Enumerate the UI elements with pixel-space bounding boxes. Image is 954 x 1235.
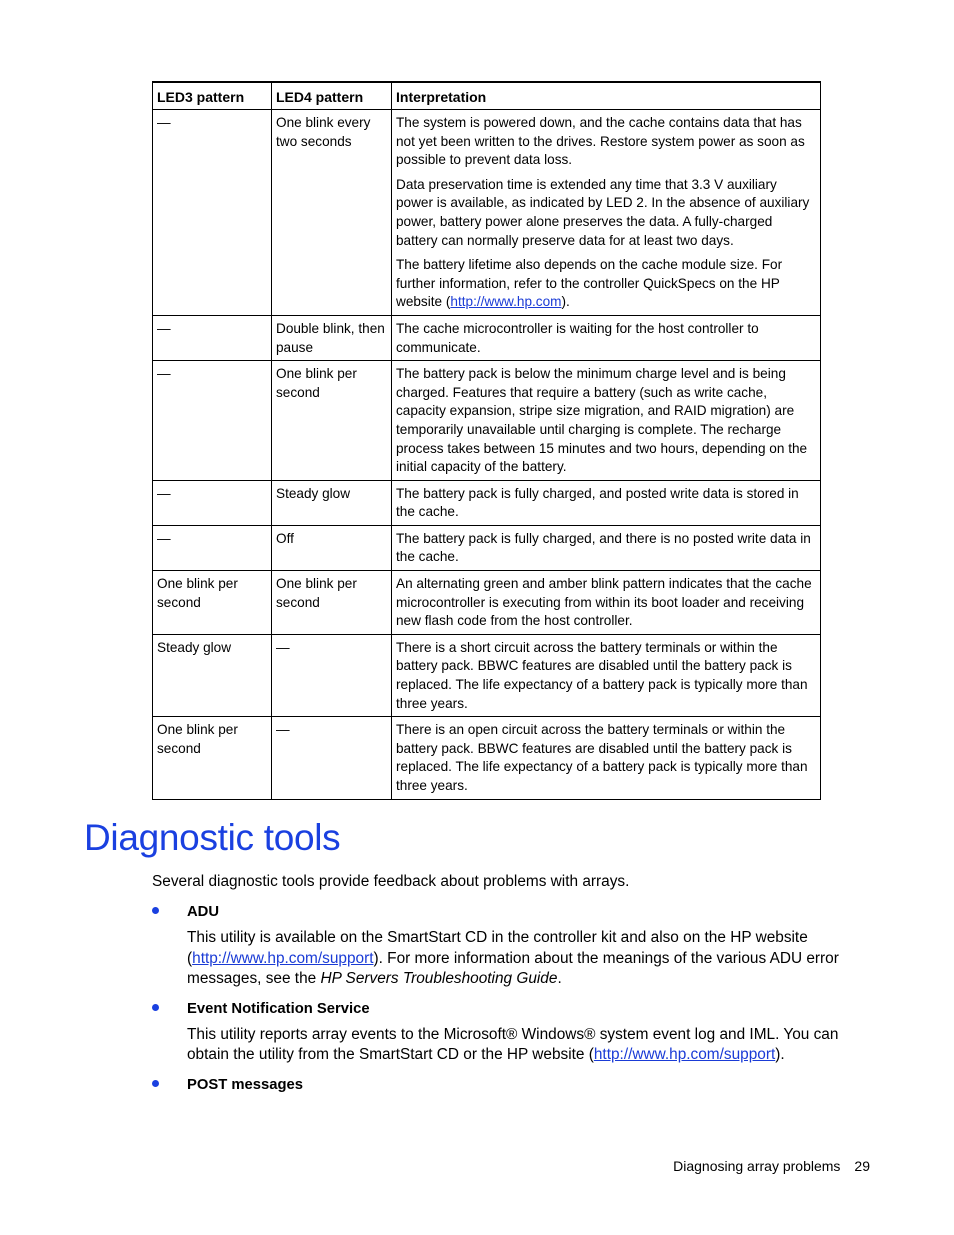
text-span: ). (775, 1046, 785, 1063)
text-span: This utility reports array events to the Microsoft® Windows® system event log and IML. You can obtain the utility from the SmartStart CD or the HP website ( (187, 1025, 839, 1063)
header-led4: LED4 pattern (272, 82, 392, 110)
led-pattern-table (152, 81, 821, 800)
page-number: 29 (854, 1158, 870, 1174)
interpretation-cell: The battery pack is fully charged, and posted write data is stored in the cache. (392, 480, 821, 525)
led3-cell: One blink per second (153, 571, 272, 635)
tool-description (187, 1025, 872, 1066)
tool-title: ADU (187, 904, 220, 920)
tool-description (187, 928, 872, 990)
text-span: ). (561, 294, 570, 310)
text-span: The battery lifetime also depends on the cache module size. For further information, refer to the controller QuickSpecs on the HP website ( (396, 257, 783, 310)
led3-cell: — (153, 525, 272, 570)
led3-cell: — (153, 110, 272, 316)
interpretation-paragraph (396, 256, 815, 312)
table-row (153, 717, 821, 799)
interpretation-cell: The battery pack is below the minimum charge level and is being charged. Features that require a battery (such as write cache, capacity expansion, stripe size migration, and RAID migration) are temporarily unavailable until charging is complete. The recharge process takes between 15 minutes and two hours, depending on the initial capacity of the battery. (392, 361, 821, 481)
led4-cell: Double blink, then pause (272, 315, 392, 360)
interpretation-paragraph: The system is powered down, and the cache contains data that has not yet been written to the drives. Restore system power as soon as possible to prevent data loss. (396, 115, 805, 168)
hp-website-link[interactable]: http://www.hp.com (450, 294, 562, 310)
table-row (153, 361, 821, 481)
led4-cell: — (272, 634, 392, 716)
led4-cell: Steady glow (272, 480, 392, 525)
header-led3: LED3 pattern (153, 82, 272, 110)
hp-support-link[interactable]: http://www.hp.com/support (593, 1046, 776, 1063)
led3-cell: — (153, 361, 272, 481)
interpretation-cell: The cache microcontroller is waiting for the host controller to communicate. (392, 315, 821, 360)
diagnostic-tools-list (152, 902, 872, 1104)
led3-cell: — (153, 315, 272, 360)
bullet-icon (152, 907, 159, 914)
led4-cell: One blink every two seconds (272, 110, 392, 316)
table-row (153, 525, 821, 570)
section-title: Diagnostic tools (84, 817, 341, 858)
table-row (153, 480, 821, 525)
led3-cell: One blink per second (153, 717, 272, 799)
interpretation-cell: There is an open circuit across the battery terminals or within the battery pack. BBWC features are disabled until the battery pack is replaced. The life expectancy of a battery pack is typically more than three years. (392, 717, 821, 799)
footer-section: Diagnosing array problems (673, 1158, 841, 1174)
text-span: This utility is available on the SmartStart CD in the controller kit and also on the HP website ( (187, 929, 808, 967)
tool-title: POST messages (187, 1076, 303, 1093)
bullet-icon (152, 1080, 159, 1087)
list-item (152, 1075, 872, 1095)
table-header-row (153, 82, 821, 110)
list-item (152, 999, 872, 1066)
table-row (153, 110, 821, 316)
tool-title: Event Notification Service (187, 1000, 370, 1017)
list-item (152, 902, 872, 990)
bullet-icon (152, 1004, 159, 1011)
guide-title: HP Servers Troubleshooting Guide (320, 970, 558, 987)
hp-support-link[interactable]: http://www.hp.com/support (192, 949, 374, 967)
table-row (153, 315, 821, 360)
interpretation-cell: The battery pack is fully charged, and there is no posted write data in the cache. (392, 525, 821, 570)
table-row (153, 571, 821, 635)
led4-cell: Off (272, 525, 392, 570)
table-row (153, 634, 821, 716)
led4-cell: — (272, 717, 392, 799)
section-intro: Several diagnostic tools provide feedback about problems with arrays. (152, 873, 630, 890)
text-span: ). For more information about the meanings of the various ADU error messages, see the (187, 949, 839, 987)
led3-cell: — (153, 480, 272, 525)
header-interpretation: Interpretation (392, 82, 821, 110)
interpretation-paragraph: Data preservation time is extended any time that 3.3 V auxiliary power is available, as indicated by LED 2. In the absence of auxiliary power, battery power alone preserves the data. A fully-charged battery can normally preserve data for at least two days. (396, 176, 810, 248)
interpretation-cell (392, 110, 821, 316)
led4-cell: One blink per second (272, 361, 392, 481)
page-footer (673, 1158, 870, 1174)
interpretation-cell: There is a short circuit across the battery terminals or within the battery pack. BBWC features are disabled until the battery pack is replaced. The life expectancy of a battery pack is typically more than three years. (392, 634, 821, 716)
interpretation-cell: An alternating green and amber blink pattern indicates that the cache microcontroller is executing from within its boot loader and receiving new flash code from the host controller. (392, 571, 821, 635)
led3-cell: Steady glow (153, 634, 272, 716)
led4-cell: One blink per second (272, 571, 392, 635)
text-span: . (557, 970, 562, 987)
